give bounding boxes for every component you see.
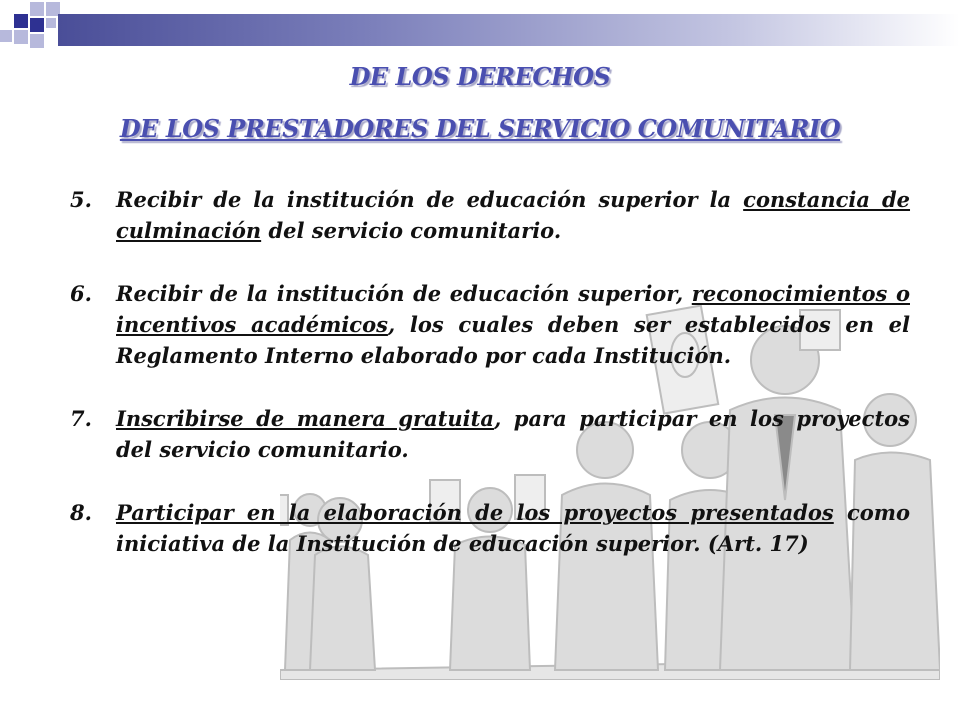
- item-text-post: del servicio comunitario.: [261, 218, 562, 243]
- item-text-pre: Recibir de la institución de educación superior la: [116, 187, 744, 212]
- page-title-line2: [0, 114, 960, 143]
- list-item: [70, 184, 910, 246]
- item-text-pre: Recibir de la institución de educación superior,: [116, 281, 692, 306]
- item-text-post: como iniciativa de la Institución de educación superior. (Art. 17): [116, 500, 911, 556]
- item-text-post: , para participar en los proyectos del servicio comunitario.: [116, 406, 910, 462]
- list-item: [70, 497, 910, 559]
- item-number: 5.: [70, 187, 92, 212]
- item-number: 8.: [70, 500, 92, 525]
- decor-square-5: [30, 18, 44, 32]
- rights-list: [70, 184, 910, 591]
- decor-square-6: [30, 34, 44, 48]
- item-text-underlined: Inscribirse de manera gratuita: [116, 406, 494, 431]
- decor-square-7: [0, 30, 12, 42]
- list-item: [70, 403, 910, 465]
- header-gradient-bar: [58, 14, 960, 46]
- item-text-post: , los cuales deben ser establecidos en el Reglamento Interno elaborado por cada Institución.: [116, 312, 910, 368]
- decor-square-8: [46, 18, 56, 28]
- list-item: [70, 278, 910, 371]
- item-number: 7.: [70, 406, 92, 431]
- item-text-underlined: Participar en la elaboración de los proyectos presentados: [116, 500, 834, 525]
- item-text-underlined: constancia de culminación: [116, 187, 911, 243]
- page-title-line2-text: DE LOS PRESTADORES DEL SERVICIO COMUNITARIO: [119, 114, 841, 143]
- item-number: 6.: [70, 281, 92, 306]
- decor-square-4: [14, 30, 28, 44]
- item-text-underlined: reconocimientos o incentivos académicos: [116, 281, 910, 337]
- decor-square-2: [30, 2, 44, 16]
- decor-square-1: [14, 14, 28, 28]
- page-title-line1: DE LOS DERECHOS: [349, 62, 611, 91]
